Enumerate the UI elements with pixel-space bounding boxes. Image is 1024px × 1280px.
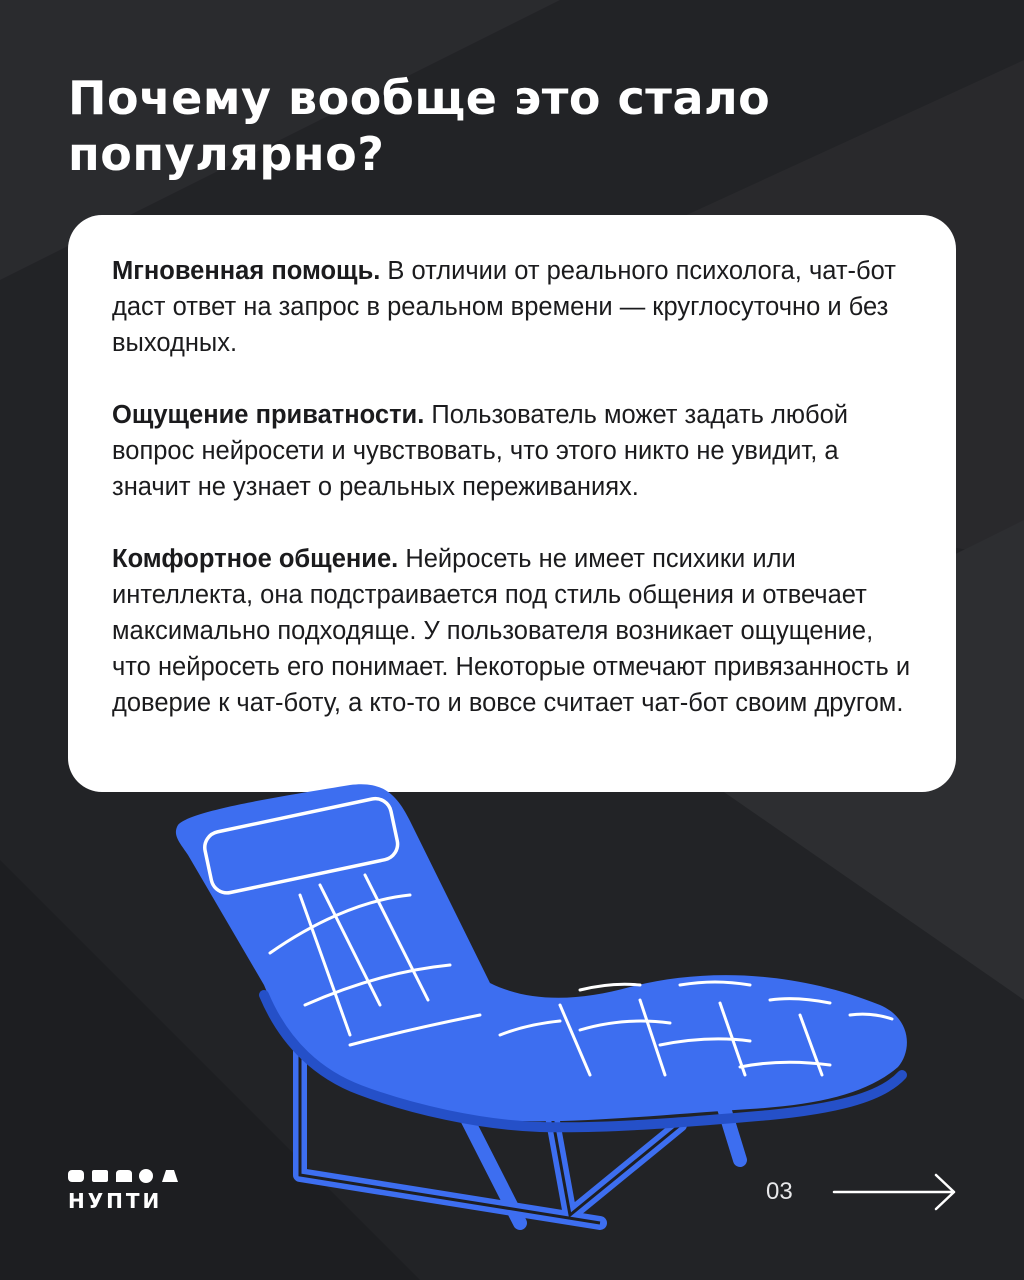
section-heading: Мгновенная помощь.	[112, 257, 381, 285]
section-instant-help	[112, 253, 912, 361]
arrow-right-icon[interactable]	[832, 1172, 958, 1212]
section-comfort	[112, 541, 912, 721]
section-text: Пользователь может задать любой вопрос нейросети и чувствовать, что этого никто не увидит, а значит не узнает о реальных переживаниях.	[112, 401, 849, 501]
lounge-chair-icon	[160, 775, 920, 1245]
section-text: Нейросеть не имеет психики или интеллекта, она подстраивается под стиль общения и отвечает максимально подходяще. У пользователя возникает ощущение, что нейросеть его понимает. Некоторые отмечают привязанность и доверие к чат-боту, а кто-то и вовсе считает чат-бот своим другом.	[112, 545, 911, 717]
info-card	[68, 215, 956, 792]
section-text: В отличии от реального психолога, чат-бот даст ответ на запрос в реальном времени — круглосуточно и без выходных.	[112, 257, 896, 357]
nupti-logo-icon	[68, 1166, 178, 1212]
section-heading: Комфортное общение.	[112, 545, 399, 573]
page-number: 03	[766, 1178, 793, 1205]
section-privacy	[112, 397, 912, 505]
brand-name: НУПТИ	[68, 1189, 163, 1212]
section-heading: Ощущение приватности.	[112, 401, 425, 429]
page-title: Почему вообще это стало популярно?	[68, 71, 771, 181]
